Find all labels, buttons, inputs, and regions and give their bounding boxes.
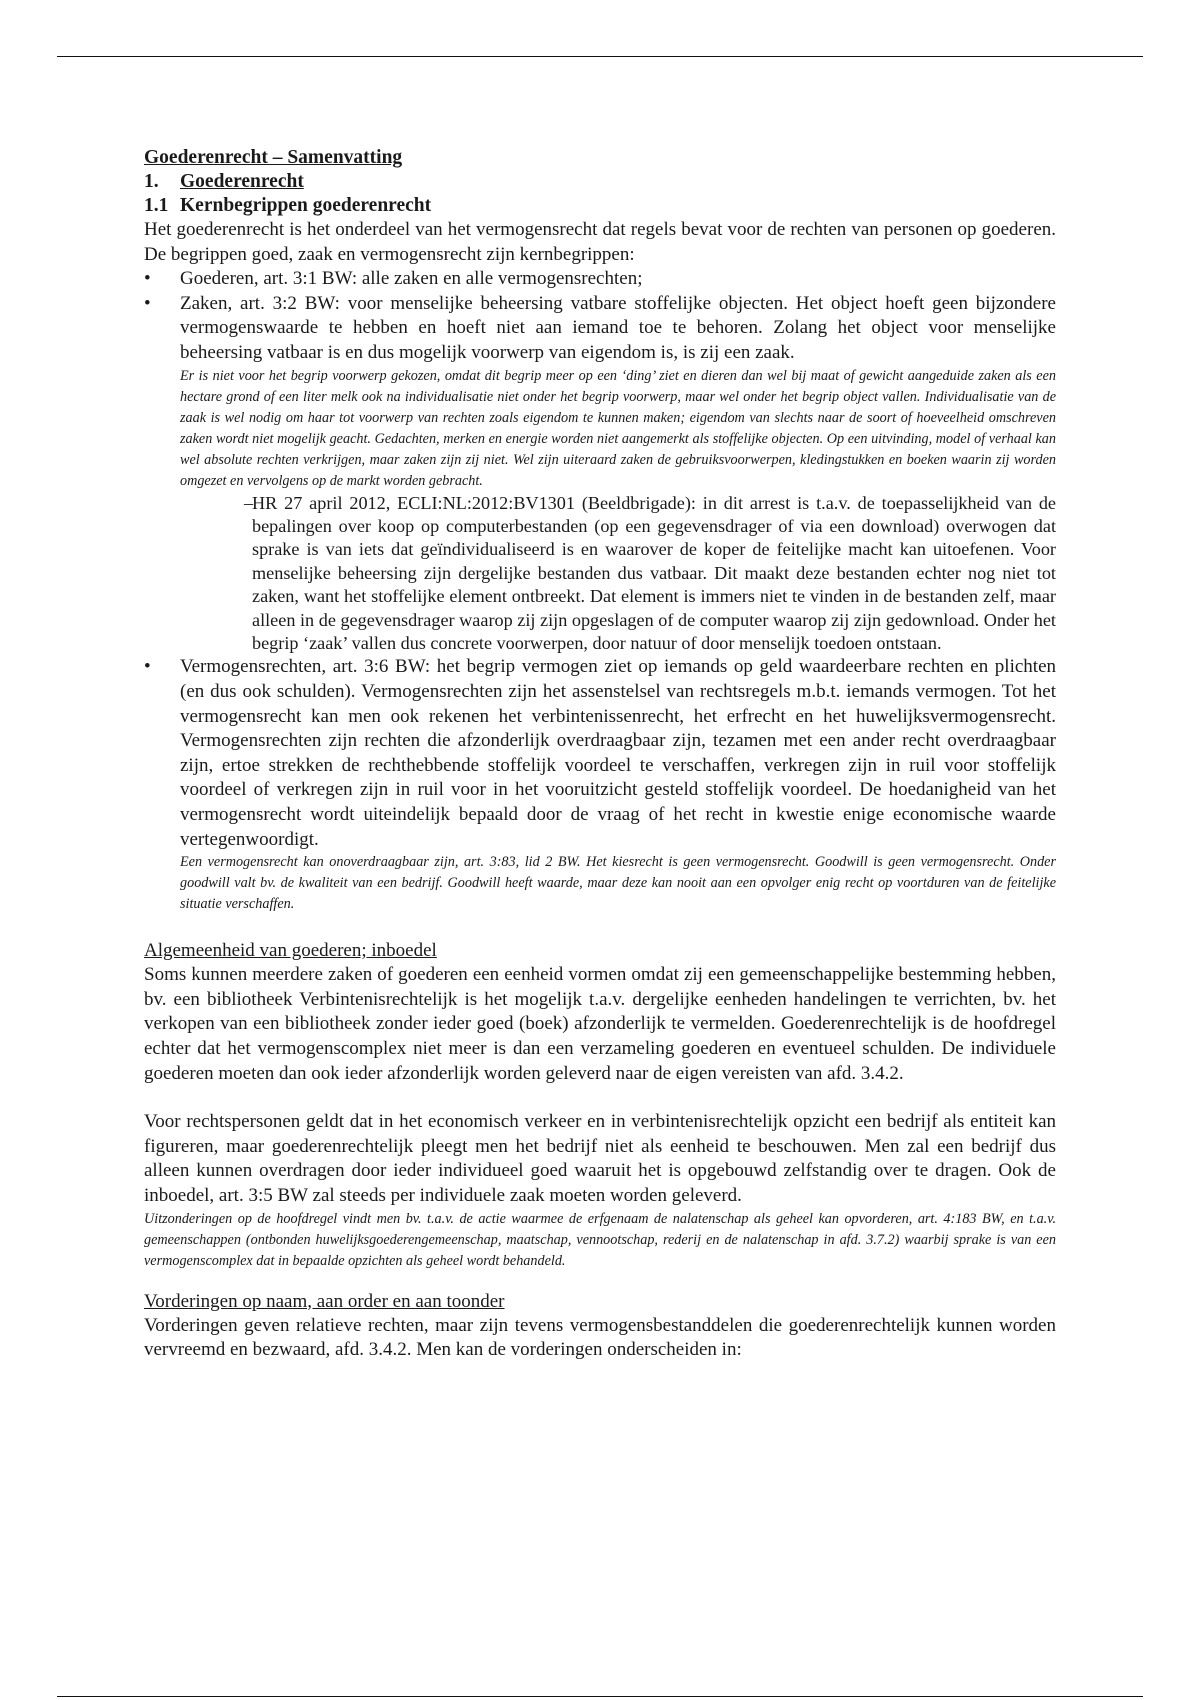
chapter-number: 1.: [144, 171, 159, 192]
list-item-vermogensrechten: [144, 655, 1056, 852]
dash-icon: –: [244, 492, 254, 513]
list-item-text: Goederen, art. 3:1 BW: alle zaken en alle vermogensrechten;: [180, 268, 643, 290]
paragraph-algemeenheid-1: Soms kunnen meerdere zaken of goederen een eenheid vormen omdat zij een gemeenschappelijke bestemming hebben, bv. een bibliotheek Verbintenisrechtelijk is het mogelijk t.a.v. dergelijke eenheden handelingen te verrichten, bv. het verkopen van een bibliotheek zonder ieder goed (boek) afzonderlijk te vermelden. Goederenrechtelijk is de hoofdregel echter dat het vermogenscomplex niet meer is dan een verzameling goederen en eventueel schulden. De individuele goederen moeten dan ook ieder afzonderlijk worden geleverd naar de eigen vereisten van afd. 3.4.2.: [144, 964, 1056, 1084]
case-law-text: HR 27 april 2012, ECLI:NL:2012:BV1301 (Beeldbrigade): in dit arrest is t.a.v. de toepasselijkheid van de bepalingen over koop op computerbestanden (op een gegevensdrager of via een download) overwogen dat sprake is van iets dat geïndividualiseerd is en waarover de koper de feitelijke macht kan uitoefenen. Voor menselijke beheersing zijn dergelijke bestanden dus vatbaar. Dit maakt deze bestanden echter nog niet tot zaken, want het stoffelijke element ontbreekt. Dat element is immers niet te vinden in de bestanden zelf, maar alleen in de gegevensdrager waarop zij zijn opgeslagen of de computer waarop zij zijn gedownload. Onder het begrip ‘zaak’ vallen dus concrete voorwerpen, door natuur of door menselijk toedoen ontstaan.: [252, 492, 1056, 653]
bullet-icon: •: [144, 268, 151, 290]
list-item-goederen: [144, 267, 1056, 292]
uitzonderingen-note: Uitzonderingen op de hoofdregel vindt men bv. t.a.v. de actie waarmee de erfgenaam de nalatenschap als geheel kan opvorderen, art. 4:183 BW, en t.a.v. gemeenschappen (ontbonden huwelijksgoederengemeenschap, maatschap, vennootschap, rederij en de nalatenschap in afd. 3.7.2) waarbij sprake is van een vermogenscomplex dat in bepaalde opzichten als geheel wordt behandeld.: [144, 1210, 1056, 1269]
intro-paragraph: Het goederenrecht is het onderdeel van het vermogensrecht dat regels bevat voor de rechten van personen op goederen. De begrippen goed, zaak en vermogensrecht zijn kernbegrippen:: [144, 219, 1056, 265]
list-item-zaken: [144, 292, 1056, 366]
zaken-note: Er is niet voor het begrip voorwerp gekozen, omdat dit begrip meer op een ‘ding’ ziet en dieren dan wel bij maat of gewicht aangeduide zaken als een hectare grond of een liter melk ook na individualisatie niet onder het begrip voorwerp, maar wel onder het begrip object vallen. Individualisatie van de zaak is wel nodig om haar tot voorwerp van rechten zoals eigendom te kunnen maken; eigendom van slechts naar de soort of hoeveelheid omschreven zaken wordt niet mogelijk geacht. Gedachten, merken en energie worden niet aangemerkt als stoffelijke objecten. Op een uitvinding, model of verhaal kan wel absolute rechten verkrijgen, maar zaken zijn zij niet. Wel zijn uiteraard zaken de gebruiksvoorwerpen, kledingstukken en boeken waarin zij worden omgezet en vervolgens op de markt worden gebracht.: [180, 367, 1056, 489]
bullet-icon: •: [144, 656, 151, 678]
document-title: Goederenrecht – Samenvatting: [144, 147, 403, 168]
section-title: Kernbegrippen goederenrecht: [180, 195, 432, 216]
document-page: [144, 146, 1056, 1363]
header-rule: [57, 56, 1143, 57]
chapter-heading: [144, 170, 1056, 194]
section-number: 1.1: [144, 195, 169, 216]
subheading-algemeenheid: Algemeenheid van goederen; inboedel: [144, 940, 437, 962]
subheading-vorderingen: Vorderingen op naam, aan order en aan toonder: [144, 1290, 505, 1312]
bullet-icon: •: [144, 292, 151, 314]
chapter-title: Goederenrecht: [180, 171, 304, 192]
list-item-text: Vermogensrechten, art. 3:6 BW: het begrip vermogen ziet op iemands op geld waardeerbare rechten en plichten (en dus ook schulden). Vermogensrechten zijn het assenstelsel van rechtsregels m.b.t. iemands vermogen. Tot het vermogensrecht kan men ook rekenen het verbintenissenrecht, het erfrecht en het huwelijksvermogensrecht. Vermogensrechten zijn rechten die afzonderlijk overdraagbaar zijn, tezamen met een ander recht overdraagbaar zijn, ertoe strekken de rechthebbende stoffelijk voordeel te verschaffen, verkregen zijn in ruil voor stoffelijk voordeel of verkregen zijn in ruil voor in het vooruitzicht gesteld stoffelijk voordeel. De hoedanigheid van het vermogensrecht wordt uiteindelijk bepaald door de vraag of het recht in kwestie enige economische waarde vertegenwoordigt.: [180, 656, 1056, 850]
paragraph-algemeenheid-2: Voor rechtspersonen geldt dat in het economisch verkeer en in verbintenisrechtelijk opzicht een bedrijf als entiteit kan figureren, maar goederenrechtelijk pleegt men het bedrijf niet als eenheid te beschouwen. Men zal een bedrijf dus alleen kunnen overdragen door ieder individueel goed waaruit het is opgebouwd zelfstandig over te dragen. Ook de inboedel, art. 3:5 BW zal steeds per individuele zaak moeten worden geleverd.: [144, 1111, 1056, 1206]
vermogensrechten-note: Een vermogensrecht kan onoverdraagbaar zijn, art. 3:83, lid 2 BW. Het kiesrecht is geen vermogensrecht. Goodwill is geen vermogensrecht. Onder goodwill valt bv. de kwaliteit van een bedrijf. Goodwill heeft waarde, maar deze kan nooit aan een opvolger enig recht op voortduren van de feitelijke situatie verschaffen.: [180, 854, 1056, 913]
footer-rule: [57, 1696, 1143, 1697]
section-heading: [144, 194, 1056, 218]
paragraph-vorderingen: Vorderingen geven relatieve rechten, maar zijn tevens vermogensbestanddelen die goederenrechtelijk kunnen worden vervreemd en bezwaard, afd. 3.4.2. Men kan de vorderingen onderscheiden in:: [144, 1314, 1056, 1361]
case-law-item: [144, 492, 1056, 656]
list-item-text: Zaken, art. 3:2 BW: voor menselijke beheersing vatbare stoffelijke objecten. Het object hoeft geen bijzondere vermogenswaarde te hebben en hoeft niet aan iemand toe te behoren. Zolang het object voor menselijke beheersing vatbaar is en dus mogelijk voorwerp van eigendom is, is zij een zaak.: [180, 292, 1056, 363]
